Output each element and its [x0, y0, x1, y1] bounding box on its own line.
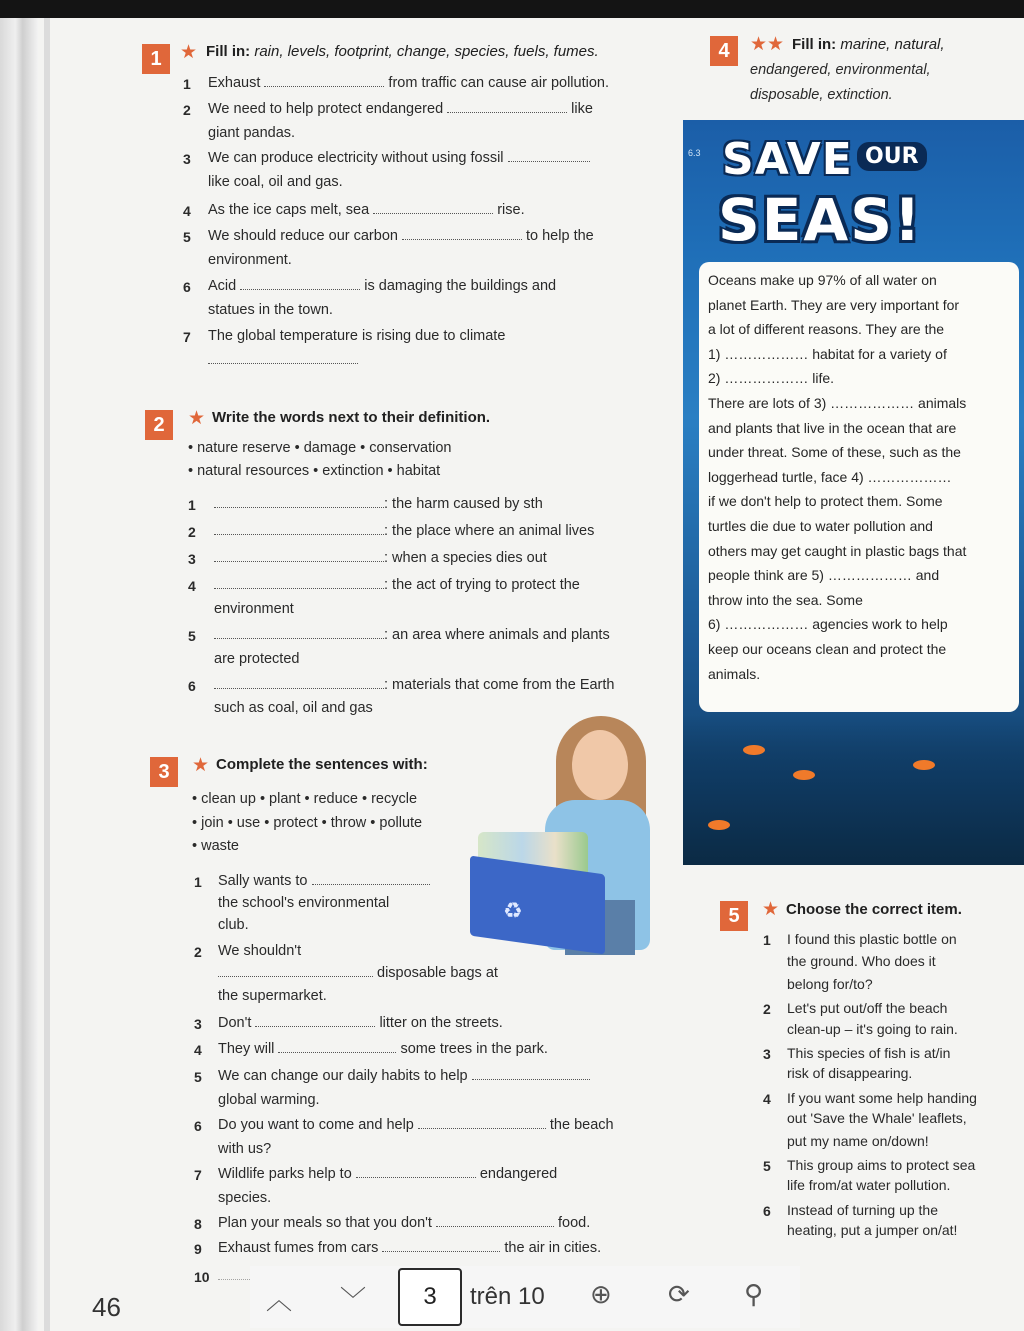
ex3-heading: Complete the sentences with:	[216, 756, 428, 773]
ex1-text-before: environment.	[208, 252, 292, 268]
ex3-word-bank-1: • clean up • plant • reduce • recycle	[192, 791, 418, 807]
ex3-item-number: 1	[194, 874, 202, 890]
ex1-item-text	[208, 278, 556, 294]
answer-blank[interactable]	[436, 1216, 554, 1227]
ex1-text-after: rise.	[497, 202, 525, 218]
answer-blank[interactable]	[447, 102, 567, 113]
star-icon: ★★	[750, 34, 785, 55]
answer-blank[interactable]	[214, 678, 384, 689]
ex5-item-text: If you want some help handing	[787, 1089, 977, 1106]
ex3-text-before: We can change our daily habits to help	[218, 1068, 472, 1084]
ex1-badge: 1	[142, 44, 170, 74]
recycle-icon: ♻	[503, 898, 523, 923]
answer-blank[interactable]	[382, 1241, 500, 1252]
answer-blank[interactable]	[214, 551, 384, 562]
article-line: and plants that live in the ocean that are	[708, 419, 957, 436]
answer-blank[interactable]	[218, 966, 373, 977]
article-line: a lot of different reasons. They are the	[708, 321, 945, 338]
ex2-definition-text: : the act of trying to protect the	[384, 577, 580, 593]
ex3-item-number: 8	[194, 1216, 202, 1232]
ex3-text-before: global warming.	[218, 1092, 320, 1108]
photo-face	[572, 730, 628, 800]
ex1-text-before: The global temperature is rising due to climate	[208, 328, 506, 344]
ex2-word-bank-1: • nature reserve • damage • conservation	[188, 440, 452, 456]
ex1-item-number: 6	[183, 279, 191, 295]
ex3-text-before: Do you want to come and help	[218, 1117, 418, 1133]
article-line: loggerhead turtle, face 4) ………………	[708, 468, 952, 485]
page-input[interactable]: 3	[398, 1268, 462, 1326]
ex3-item-number: 6	[194, 1118, 202, 1134]
article-line: people think are 5) ……………… and	[708, 567, 940, 584]
ex1-text-after: to help the	[526, 228, 594, 244]
ex5-item-text: put my name on/down!	[787, 1132, 929, 1149]
ex3-text-before: with us?	[218, 1141, 272, 1157]
book-spine-edge	[44, 18, 50, 1331]
ex2-item-number: 6	[188, 678, 196, 694]
article-line: 6) ……………… agencies work to help	[708, 616, 948, 633]
ex3-item-number: 10	[194, 1269, 210, 1285]
ex4-heading-prefix: Fill in:	[792, 36, 841, 53]
ex1-text-before: We should reduce our carbon	[208, 228, 402, 244]
ex2-item-number: 1	[188, 497, 196, 513]
article-line: turtles die due to water pollution and	[708, 518, 933, 534]
ex2-item-number: 4	[188, 578, 196, 594]
ex3-item-text	[218, 1117, 614, 1133]
top-bar	[0, 0, 1024, 18]
ex3-item-text	[218, 917, 253, 933]
ex3-text-after: some trees in the park.	[400, 1041, 548, 1057]
title-our: OUR	[857, 142, 927, 171]
answer-blank[interactable]	[418, 1118, 546, 1129]
search-icon[interactable]: ⚲	[744, 1280, 764, 1310]
ex1-item-text	[208, 150, 594, 166]
ex3-item-number: 9	[194, 1241, 202, 1257]
ex5-heading: Choose the correct item.	[786, 901, 962, 918]
ex1-heading-prefix: Fill in:	[206, 43, 255, 60]
ex1-text-before: We can produce electricity without using fossil	[208, 150, 508, 166]
ex1-text-after: from traffic can cause air pollution.	[388, 75, 609, 91]
answer-blank[interactable]	[214, 578, 384, 589]
fish-icon	[708, 820, 730, 830]
ex3-text-before: Wildlife parks help to	[218, 1166, 356, 1182]
ex3-text-before: the supermarket.	[218, 988, 327, 1004]
ex5-item-text: the ground. Who does it	[787, 953, 936, 970]
ex2-definition-text: : materials that come from the Earth	[384, 677, 615, 693]
ex5-item-text: I found this plastic bottle on	[787, 931, 957, 947]
ex2-definition	[214, 550, 547, 566]
answer-blank[interactable]	[278, 1042, 396, 1053]
fish-icon	[793, 770, 815, 780]
star-icon: ★	[762, 899, 780, 920]
ex3-text-before: We shouldn't	[218, 943, 302, 959]
ex5-item-text: Instead of turning up the	[787, 1201, 938, 1218]
ex1-text-before: Acid	[208, 278, 241, 294]
ex1-text-before: like coal, oil and gas.	[208, 174, 343, 190]
ex1-text-before: As the ice caps melt, sea	[208, 202, 374, 218]
answer-blank[interactable]	[373, 203, 493, 214]
ex1-item-text	[208, 252, 296, 268]
fish-icon	[743, 745, 765, 755]
ex3-text-after: the beach	[549, 1117, 614, 1133]
ex3-item-text	[218, 1190, 275, 1206]
rotate-icon[interactable]: ⟳	[668, 1280, 690, 1310]
ex2-definition	[214, 577, 580, 593]
ex3-text-before: the school's environmental	[218, 895, 390, 911]
ex3-text-before: club.	[218, 917, 249, 933]
ex2-definition-text: : an area where animals and plants	[384, 627, 610, 643]
ex2-definition-text: : when a species dies out	[384, 550, 547, 566]
ex4-badge: 4	[710, 36, 738, 66]
page-number: 46	[92, 1292, 121, 1322]
answer-blank[interactable]	[472, 1069, 590, 1080]
ex3-item-number: 7	[194, 1167, 202, 1183]
ex3-text-before: species.	[218, 1190, 272, 1206]
ex3-badge: 3	[150, 757, 178, 787]
ex3-text-before: Sally wants to	[218, 873, 312, 889]
ex5-item-text: belong for/to?	[787, 975, 873, 992]
ex3-item-text	[218, 1240, 601, 1256]
ex5-item-text: clean-up – it's going to rain.	[787, 1020, 958, 1037]
title-seas: SEAS!	[718, 186, 923, 254]
ex1-item-text	[208, 101, 593, 117]
ex2-definition-text: : the harm caused by sth	[384, 496, 543, 512]
ex3-text-before: Plan your meals so that you don't	[218, 1215, 436, 1231]
ex1-item-text	[208, 75, 609, 91]
star-icon: ★	[192, 755, 210, 776]
answer-blank[interactable]	[214, 628, 384, 639]
ex2-item-number: 3	[188, 551, 196, 567]
answer-blank[interactable]	[402, 229, 522, 240]
answer-blank[interactable]	[312, 874, 430, 885]
ex1-text-before: giant pandas.	[208, 125, 296, 141]
ex5-item-number: 3	[763, 1046, 771, 1062]
ex3-item-number: 3	[194, 1016, 202, 1032]
article-line: 2) ……………… life.	[708, 370, 835, 387]
ex3-text-after: the air in cities.	[504, 1240, 602, 1256]
ex1-item-7-blank	[208, 352, 358, 368]
ex5-item-text: This species of fish is at/in	[787, 1045, 951, 1061]
fish-icon	[913, 760, 935, 770]
ex1-item-number: 3	[183, 151, 191, 167]
ex3-text-after: disposable bags at	[377, 965, 498, 981]
ex5-item-number: 5	[763, 1158, 771, 1174]
ex2-definition	[214, 677, 614, 693]
ex1-item-text	[208, 328, 509, 344]
ex1-item-text	[208, 125, 299, 141]
zoom-in-icon[interactable]: ⊕	[590, 1280, 612, 1310]
ex1-item-number: 5	[183, 229, 191, 245]
ex3-text-after: endangered	[479, 1166, 558, 1182]
ex2-definition-cont: are protected	[214, 651, 300, 667]
ex4-heading-words-2: endangered, environmental,	[750, 62, 931, 78]
ex2-definition	[214, 496, 543, 512]
ex3-item-text	[218, 943, 305, 959]
article-line: planet Earth. They are very important for	[708, 296, 960, 313]
article-line: 1) ……………… habitat for a variety of	[708, 345, 947, 362]
ex5-item-text: life from/at water pollution.	[787, 1177, 951, 1194]
article-line: if we don't help to protect them. Some	[708, 493, 943, 510]
answer-blank[interactable]	[264, 76, 384, 87]
ex5-item-number: 2	[763, 1001, 771, 1018]
ex3-item-text	[218, 895, 393, 911]
ex3-item-number: 5	[194, 1069, 202, 1085]
coral-reef-image	[683, 715, 1024, 865]
article-line: keep our oceans clean and protect the	[708, 641, 947, 657]
article-line: animals.	[708, 665, 761, 682]
ex1-item-number: 1	[183, 76, 191, 92]
answer-blank[interactable]	[214, 497, 384, 508]
chevron-down-icon[interactable]: ﹀	[340, 1286, 367, 1316]
ex1-heading	[206, 43, 599, 60]
ex2-definition-cont: such as coal, oil and gas	[214, 700, 373, 716]
audio-track-label: 6.3	[688, 148, 701, 158]
ex3-text-before: They will	[218, 1041, 279, 1057]
ex1-text-before: We need to help protect endangered	[208, 101, 448, 117]
article-line: under threat. Some of these, such as the	[708, 444, 961, 461]
ex3-item-number: 2	[194, 944, 202, 960]
ex1-item-number: 4	[183, 203, 191, 219]
answer-blank[interactable]	[255, 1016, 375, 1027]
ex3-item-text	[218, 1068, 594, 1084]
article-line: Oceans make up 97% of all water on	[708, 272, 937, 288]
ex3-item-text	[218, 1166, 557, 1182]
ex3-text-before: Don't	[218, 1015, 256, 1031]
page-total-label: trên 10	[470, 1283, 545, 1310]
ex3-item-text	[218, 873, 434, 889]
ex5-item-number: 1	[763, 932, 771, 948]
ex1-item-number: 2	[183, 102, 191, 118]
ex4-heading-words-1: marine, natural,	[840, 36, 945, 53]
ex2-item-number: 2	[188, 524, 196, 540]
chevron-up-icon[interactable]: ︿	[266, 1286, 293, 1316]
ex2-definition	[214, 523, 594, 539]
ex3-word-bank-2: • join • use • protect • throw • pollute	[192, 815, 423, 831]
ex3-text-after: litter on the streets.	[379, 1015, 503, 1031]
ex1-item-text	[208, 202, 525, 218]
ex1-item-text	[208, 302, 337, 318]
answer-blank[interactable]	[208, 353, 358, 364]
ex3-item-text	[218, 1141, 275, 1157]
article-line: There are lots of 3) ……………… animals	[708, 395, 967, 411]
ex2-definition	[214, 627, 610, 643]
ex2-item-number: 5	[188, 628, 196, 644]
answer-blank[interactable]	[508, 151, 590, 162]
ex5-item-text: risk of disappearing.	[787, 1065, 913, 1082]
ex2-definition-cont: environment	[214, 601, 294, 617]
ex3-text-before: Exhaust fumes from cars	[218, 1240, 383, 1256]
ex1-text-before: statues in the town.	[208, 302, 333, 318]
ex3-item-text	[218, 1041, 548, 1057]
answer-blank[interactable]	[214, 524, 384, 535]
ex1-text-before: Exhaust	[208, 75, 265, 91]
ex5-item-text: Let's put out/off the beach	[787, 1000, 948, 1017]
ex5-item-text: heating, put a jumper on/at!	[787, 1222, 958, 1239]
ex3-text-after: food.	[557, 1215, 591, 1231]
ex1-text-after: like	[571, 101, 593, 117]
ex5-item-number: 6	[763, 1202, 771, 1219]
ex3-word-bank-3: • waste	[192, 838, 239, 854]
ex3-item-number: 4	[194, 1042, 202, 1058]
ex1-item-text	[208, 174, 347, 190]
book-spine	[0, 18, 38, 1331]
ex3-item-text	[218, 988, 331, 1004]
ex4-heading	[792, 36, 945, 53]
article-line: throw into the sea. Some	[708, 591, 863, 608]
ex2-badge: 2	[145, 410, 173, 440]
answer-blank[interactable]	[240, 279, 360, 290]
ex4-heading-words-3: disposable, extinction.	[750, 87, 893, 103]
ex1-item-text	[208, 228, 594, 244]
answer-blank[interactable]	[356, 1167, 476, 1178]
ex3-item-text	[218, 1015, 503, 1031]
ex2-definition-text: : the place where an animal lives	[384, 523, 595, 539]
ex1-text-after: is damaging the buildings and	[364, 278, 557, 294]
star-icon: ★	[180, 42, 198, 63]
ex1-heading-words: rain, levels, footprint, change, species, fuels, fumes.	[254, 43, 599, 60]
ex1-item-number: 7	[183, 329, 191, 345]
ex3-item-text	[218, 1215, 590, 1231]
article-line: others may get caught in plastic bags that	[708, 542, 967, 559]
ex5-badge: 5	[720, 901, 748, 931]
ex2-heading: Write the words next to their definition.	[212, 409, 491, 426]
ex5-item-text: out 'Save the Whale' leaflets,	[787, 1110, 967, 1127]
title-save: SAVE	[722, 134, 853, 185]
ex5-item-number: 4	[763, 1090, 771, 1107]
star-icon: ★	[188, 408, 206, 429]
ex2-word-bank-2: • natural resources • extinction • habitat	[188, 463, 441, 479]
ex3-item-text	[218, 965, 498, 981]
ex5-item-text: This group aims to protect sea	[787, 1157, 976, 1173]
ex3-item-text	[218, 1092, 324, 1108]
